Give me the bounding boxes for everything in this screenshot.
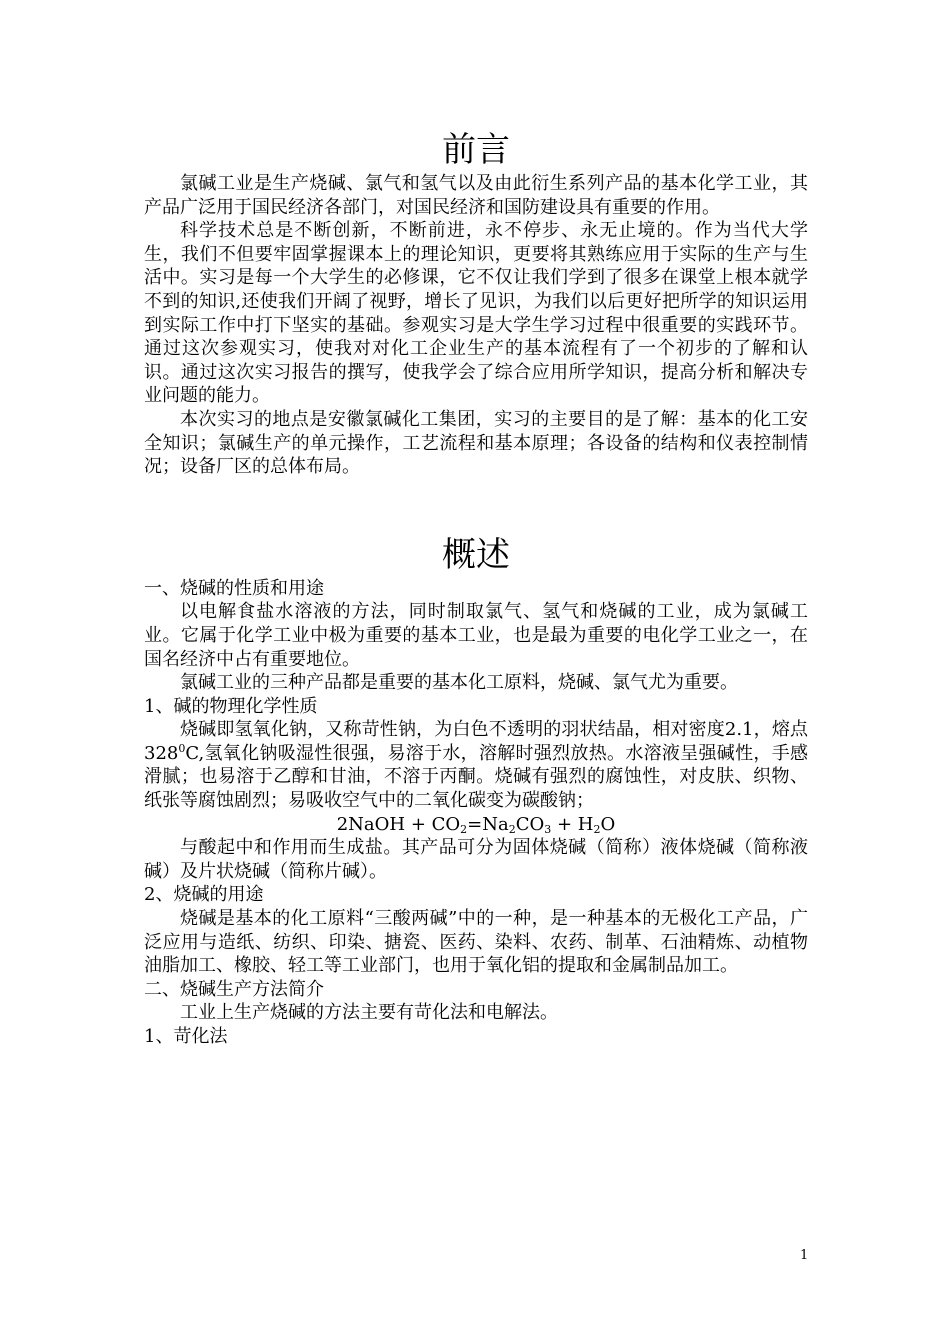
preface-paragraph-2: 科学技术总是不断创新，不断前进，永不停步、永无止境的。作为当代大学生，我们不但要牢固掌握课本上的理论知识，更要将其熟练应用于实际的生产与生活中。实习是每一个大学生的必修课，它不仅让我们学到了很多在课堂上根本就学不到的知识,还使我们开阔了视野，增长了见识，为我们以后更好把所学的知识运用到实际工作中打下坚实的基础。参观实习是大学生学习过程中很重要的实践环节。通过这次参观实习，使我对对化工企业生产的基本流程有了一个初步的了解和认识。通过这次实习报告的撰写，使我学会了综合应用所学知识，提高分析和解决专业问题的能力。 (144, 220, 808, 407)
equation-part-1: 2NaOH + CO (336, 813, 461, 835)
section-heading-1: 一、烧碱的性质和用途 (144, 577, 324, 599)
overview-paragraph-5: 烧碱是基本的化工原料“三酸两碱”中的一种，是一种基本的无极化工产品，广泛应用与造纸、纺织、印染、搪瓷、医药、染料、农药、制革、石油精炼、动植物油脂加工、橡胶、轻工等工业部门，也用于氧化铝的提取和金属制品加工。 (144, 908, 808, 977)
equation-sub-2: 2 (508, 822, 516, 836)
subsection-heading-2: 2、烧碱的用途 (144, 884, 264, 906)
paragraph-3-text-b: C,氢氧化钠吸湿性很强，易溶于水，溶解时强烈放热。水溶液呈强碱性，手感滑腻；也易溶于乙醇和甘油，不溶于丙酮。烧碱有强烈的腐蚀性，对皮肤、织物、纸张等腐蚀剧烈；易吸收空气中的二氧化碳变为碳酸钠； (144, 742, 808, 812)
subsection-heading-1: 1、碱的物理化学性质 (144, 695, 318, 717)
equation-sub-3: 3 (544, 822, 552, 836)
paragraph-3-text-a: 烧碱即氢氧化钠，又称苛性钠，为白色不透明的羽状结晶，相对密度2.1，熔点328 (144, 719, 808, 764)
subsection-heading-3: 1、苛化法 (144, 1026, 228, 1047)
page-content (144, 128, 808, 1049)
equation-sub-4: 2 (593, 822, 601, 836)
preface-paragraph-3: 本次实习的地点是安徽氯碱化工集团，实习的主要目的是了解：基本的化工安全知识；氯碱生产的单元操作，工艺流程和基本原理；各设备的结构和仪表控制情况；设备厂区的总体布局。 (144, 408, 808, 478)
overview-title: 概述 (442, 534, 510, 575)
equation-sub-1: 2 (460, 822, 468, 836)
preface-paragraph-1: 氯碱工业是生产烧碱、氯气和氢气以及由此衍生系列产品的基本化学工业，其产品广泛用于国民经济各部门，对国民经济和国防建设具有重要的作用。 (144, 173, 808, 218)
preface-title: 前言 (442, 130, 510, 170)
equation-part-4: + H (551, 813, 594, 835)
equation-part-2: =Na (467, 813, 509, 835)
overview-paragraph-3 (144, 718, 808, 812)
overview-paragraph-6: 工业上生产烧碱的方法主要有苛化法和电解法。 (180, 1002, 558, 1024)
overview-paragraph-2: 氯碱工业的三种产品都是重要的基本化工原料，烧碱、氯气尤为重要。 (180, 672, 738, 694)
equation-part-3: CO (515, 813, 545, 835)
page-number: 1 (800, 1248, 809, 1263)
degree-superscript: 0 (178, 741, 186, 755)
overview-paragraph-1: 以电解食盐水溶液的方法，同时制取氯气、氢气和烧碱的工业，成为氯碱工业。它属于化学工业中极为重要的基本工业，也是最为重要的电化学工业之一，在国名经济中占有重要地位。 (144, 601, 808, 670)
section-heading-2: 二、烧碱生产方法简介 (144, 978, 324, 1000)
chemical-equation (144, 813, 808, 837)
equation-part-5: O (600, 813, 616, 835)
overview-paragraph-4: 与酸起中和作用而生成盐。其产品可分为固体烧碱（简称）液体烧碱（简称液碱）及片状烧碱（简称片碱）。 (144, 837, 808, 882)
